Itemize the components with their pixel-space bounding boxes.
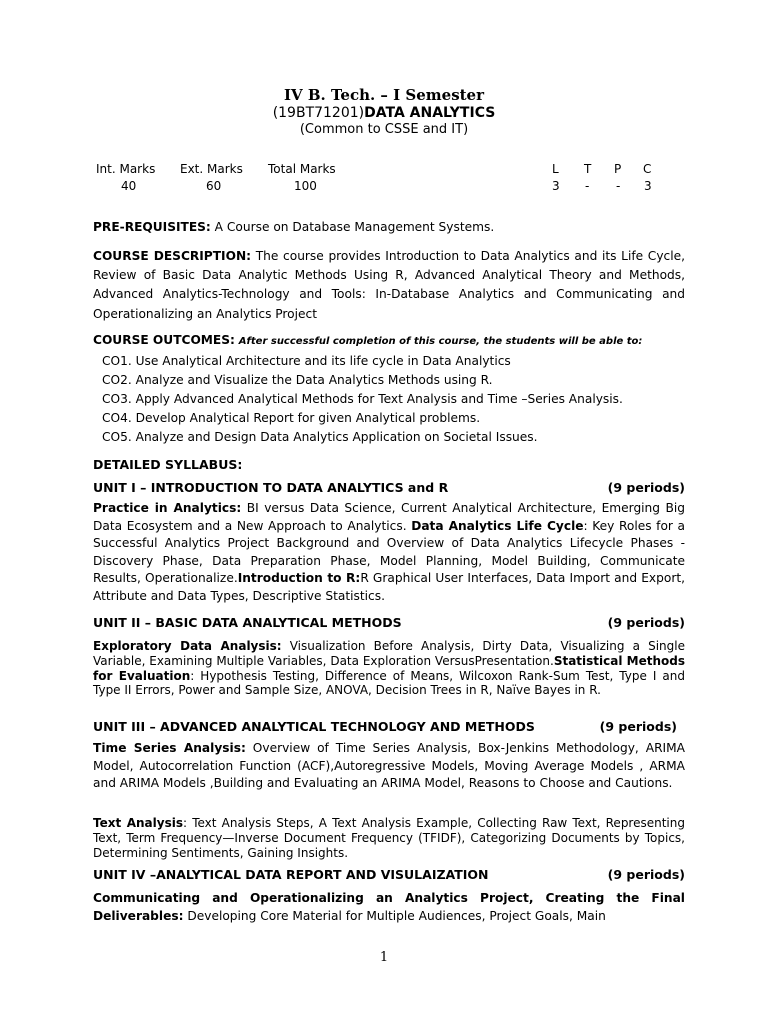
unit-3-text: : Text Analysis Steps, A Text Analysis Example, Collecting Raw Text, Representing Text, Term Frequency—Inverse Document Frequency (TFIDF), Categorizing Documents by Topics, Determining Sentiments, Gaining Insights. [93, 816, 685, 860]
unit-3-text: Overview of Time Series Analysis, Box-Jenkins Methodology, ARIMA Model, Autocorrelation Function (ACF),Autoregressive Models, Moving Average Models , ARMA and ARIMA Models ,Building and Evaluating an ARIMA Model, Reasons to Choose and Cautions. [93, 741, 685, 790]
course-code: (19BT71201) [272, 105, 365, 121]
unit-1-topic-lifecycle: Data Analytics Life Cycle [411, 518, 584, 533]
marks-header-c: C [643, 162, 652, 176]
unit-2-text: : Hypothesis Testing, Difference of Means, Wilcoxon Rank-Sum Test, Type I and Type II Errors, Power and Sample Size, ANOVA, Decision Trees in R, Naïve Bayes in R. [93, 668, 685, 698]
course-description [93, 247, 685, 324]
marks-value-t: - [585, 179, 590, 193]
course-outcome-item: CO1. Use Analytical Architecture and its life cycle in Data Analytics [102, 354, 511, 368]
unit-3-periods: (9 periods) [599, 719, 677, 734]
unit-2-content [93, 639, 685, 698]
unit-1-heading [93, 480, 685, 495]
unit-2-text: Visualization Before Analysis, Dirty Data, Visualizing a Single Variable, Examining Multiple Variables, Data Exploration VersusPresentation. [93, 639, 685, 668]
course-outcome-item: CO4. Develop Analytical Report for given Analytical problems. [102, 411, 481, 425]
unit-1-text: R Graphical User Interfaces, Data Import and Export, Attribute and Data Types, Descriptive Statistics. [93, 571, 685, 603]
unit-1-topic-intro-r: Introduction to R: [237, 571, 361, 585]
course-description-text: The course provides Introduction to Data Analytics and its Life Cycle, Review of Basic Data Analytic Methods Using R, Advanced Analytical Theory and Methods, Advanced Analytics-Technology and Tools: In-Database Analytics and Communicating and Operationalizing an Analytics Project [93, 249, 685, 321]
unit-1-title: UNIT I – INTRODUCTION TO DATA ANALYTICS and R [93, 480, 449, 495]
course-outcome-item: CO3. Apply Advanced Analytical Methods for Text Analysis and Time –Series Analysis. [102, 392, 623, 406]
unit-1-periods: (9 periods) [607, 480, 685, 495]
course-outcomes-intro: After successful completion of this course, the students will be able to: [238, 336, 643, 347]
prerequisites-text: A Course on Database Management Systems. [210, 220, 495, 234]
unit-1-text: : Key Roles for a Successful Analytics Project Background and Overview of Data Analytics Lifecycle Phases - Discovery Phase, Data Preparation Phase, Model Planning, Model Building, Communicate Results, Operationalize. [93, 518, 685, 585]
common-to-note: (Common to CSSE and IT) [299, 122, 469, 137]
unit-2-title: UNIT II – BASIC DATA ANALYTICAL METHODS [93, 615, 402, 630]
prerequisites [93, 218, 685, 237]
unit-3-title: UNIT III – ADVANCED ANALYTICAL TECHNOLOGY AND METHODS [93, 719, 535, 734]
marks-value-p: - [616, 179, 621, 193]
course-outcome-item: CO2. Analyze and Visualize the Data Analytics Methods using R. [102, 373, 493, 387]
prerequisites-label: PRE-REQUISITES: [93, 220, 211, 234]
course-outcomes-label: COURSE OUTCOMES: [93, 333, 235, 347]
course-description-label: COURSE DESCRIPTION: [93, 249, 252, 263]
unit-4-content [93, 890, 685, 925]
unit-3-topic-time-series: Time Series Analysis: [93, 741, 246, 755]
marks-value-ext: 60 [206, 179, 222, 193]
course-title [0, 105, 768, 121]
unit-1-content [93, 500, 685, 605]
detailed-syllabus-heading: DETAILED SYLLABUS: [93, 457, 243, 472]
page-number: 1 [379, 950, 389, 965]
unit-4-title: UNIT IV –ANALYTICAL DATA REPORT AND VISULAIZATION [93, 867, 489, 882]
marks-header-int: Int. Marks [96, 162, 156, 176]
course-outcome-item: CO5. Analyze and Design Data Analytics Application on Societal Issues. [102, 430, 538, 444]
course-outcomes-heading [93, 331, 685, 351]
unit-3-topic-text-analysis: Text Analysis [93, 816, 183, 830]
unit-2-heading [93, 615, 685, 630]
unit-3-heading [93, 719, 685, 734]
unit-2-topic-statistics: Statistical Methods for Evaluation [93, 653, 685, 683]
unit-4-periods: (9 periods) [607, 867, 685, 882]
unit-4-text: Developing Core Material for Multiple Audiences, Project Goals, Main [183, 908, 606, 923]
unit-4-heading [93, 867, 685, 882]
marks-header-ext: Ext. Marks [180, 162, 243, 176]
unit-3-content-text-analysis [93, 816, 685, 860]
unit-1-text: BI versus Data Science, Current Analytical Architecture, Emerging Big Data Ecosystem and a New Approach to Analytics. [93, 501, 685, 533]
unit-2-periods: (9 periods) [607, 615, 685, 630]
marks-value-l: 3 [552, 179, 560, 193]
marks-value-total: 100 [294, 179, 317, 193]
unit-2-topic-eda: Exploratory Data Analysis: [93, 639, 282, 653]
marks-header-t: T [584, 162, 592, 176]
marks-header-total: Total Marks [268, 162, 336, 176]
marks-header-l: L [552, 162, 559, 176]
marks-value-int: 40 [121, 179, 137, 193]
unit-1-topic-practice: Practice in Analytics: [93, 501, 242, 515]
course-name: DATA ANALYTICS [364, 105, 496, 121]
unit-4-topic-communicating: Communicating and Operationalizing an Analytics Project, Creating the Final Deliverables: [93, 891, 685, 923]
marks-header-p: P [614, 162, 622, 176]
unit-3-content-time-series [93, 740, 685, 793]
marks-value-c: 3 [644, 179, 652, 193]
semester-title: IV B. Tech. – I Semester [283, 86, 485, 104]
